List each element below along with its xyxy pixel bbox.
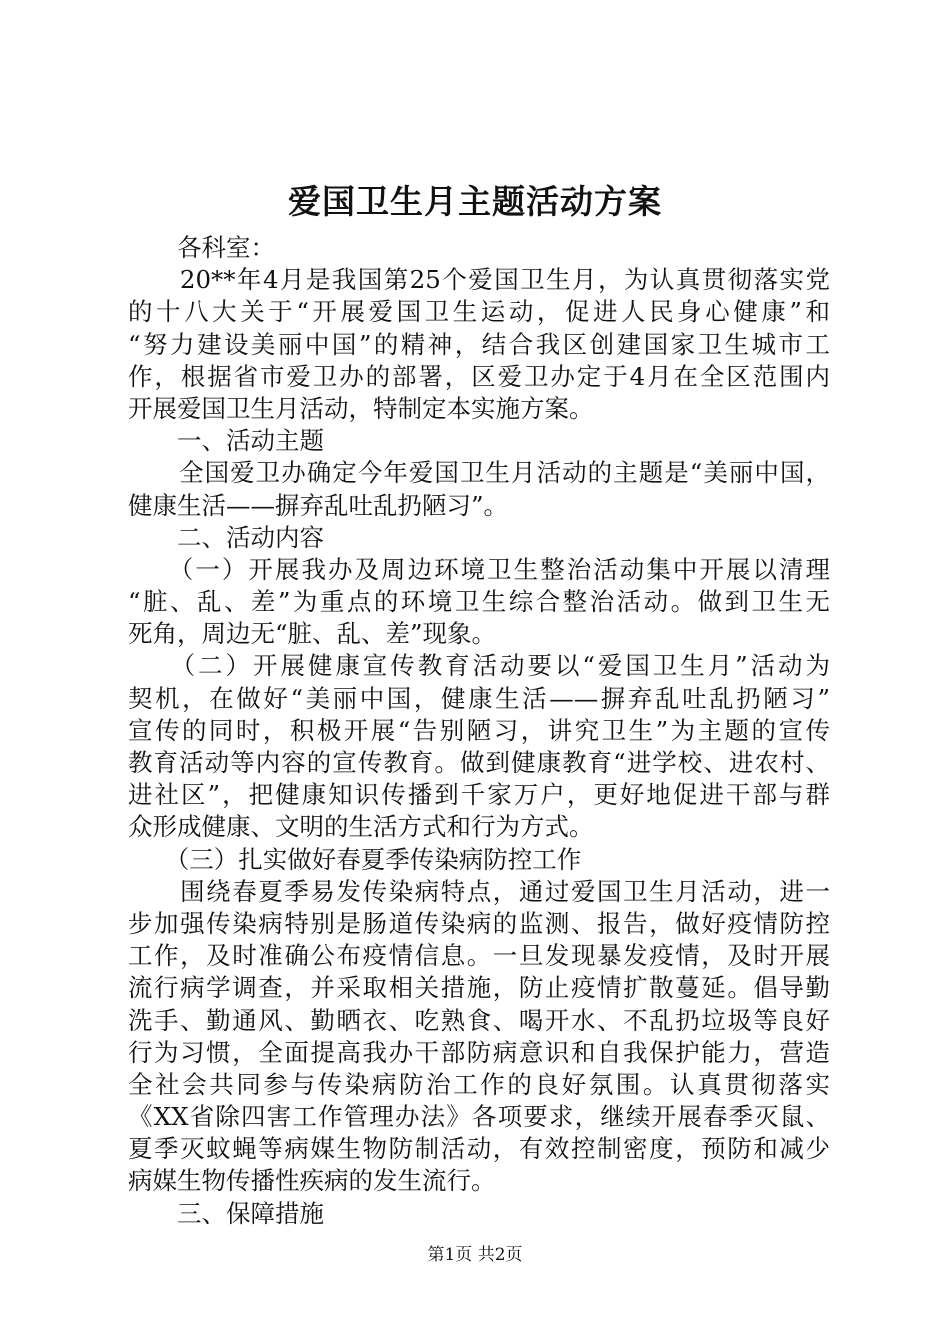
body-line: 二、活动内容 [128,522,324,552]
body-line: 契机，在做好“美丽中国，健康生活——摒弃乱吐乱扔陋习” [128,683,830,713]
body-line: 洗手、勤通风、勤晒衣、吃熟食、喝开水、不乱扔垃圾等良好 [128,1005,830,1035]
body-line: （一）开展我办及周边环境卫生整治活动集中开展以清理 [128,554,830,584]
body-line: 一、活动主题 [128,426,324,456]
body-line: 众形成健康、文明的生活方式和行为方式。 [128,812,594,842]
body-line: 《XX省除四害工作管理办法》各项要求，继续开展春季灭鼠、 [128,1102,830,1132]
body-line: “努力建设美丽中国”的精神，结合我区创建国家卫生城市工 [128,329,830,359]
body-line: 宣传的同时，积极开展“告别陋习，讲究卫生”为主题的宣传 [128,715,830,745]
body-line: 开展爱国卫生月活动，特制定本实施方案。 [128,393,594,423]
body-line: 行为习惯，全面提高我办干部防病意识和自我保护能力，营造 [128,1037,830,1067]
body-line: （三）扎实做好春夏季传染病防控工作 [128,844,582,874]
body-line: 全国爱卫办确定今年爱国卫生月活动的主题是“美丽中国， [128,458,830,488]
body-line: 病媒生物传播性疾病的发生流行。 [128,1166,496,1196]
body-line: 夏季灭蚊蝇等病媒生物防制活动，有效控制密度，预防和减少 [128,1134,830,1164]
body-line: 围绕春夏季易发传染病特点，通过爱国卫生月活动，进一 [128,876,830,906]
body-line: 全社会共同参与传染病防治工作的良好氛围。认真贯彻落实 [128,1069,830,1099]
document-body [128,232,830,1230]
page-footer: 第1页 共2页 [427,1245,523,1265]
body-line: 流行病学调查，并采取相关措施，防止疫情扩散蔓延。倡导勤 [128,973,830,1003]
body-line: 死角，周边无“脏、乱、差”现象。 [128,619,497,649]
body-line: 健康生活——摒弃乱吐乱扔陋习”。 [128,490,509,520]
body-line: 的十八大关于“开展爱国卫生运动，促进人民身心健康”和 [128,297,830,327]
body-line: 步加强传染病特别是肠道传染病的监测、报告，做好疫情防控 [128,908,830,938]
body-line: 各科室： [128,233,275,262]
body-line: 三、保障措施 [128,1198,324,1228]
body-line: “脏、乱、差”为重点的环境卫生综合整治活动。做到卫生无 [128,587,830,617]
body-line: 工作，及时准确公布疫情信息。一旦发现暴发疫情，及时开展 [128,941,830,971]
body-line: 教育活动等内容的宣传教育。做到健康教育“进学校、进农村、 [128,748,830,777]
body-line: 作，根据省市爱卫办的部署，区爱卫办定于4月在全区范围内 [128,361,830,391]
document-title: 爱国卫生月主题活动方案 [288,182,662,221]
body-line: 20**年4月是我国第25个爱国卫生月，为认真贯彻落实党 [128,265,830,295]
body-line: （二）开展健康宣传教育活动要以“爱国卫生月”活动为 [128,651,830,681]
body-line: 进社区”，把健康知识传播到千家万户，更好地促进干部与群 [128,780,830,810]
